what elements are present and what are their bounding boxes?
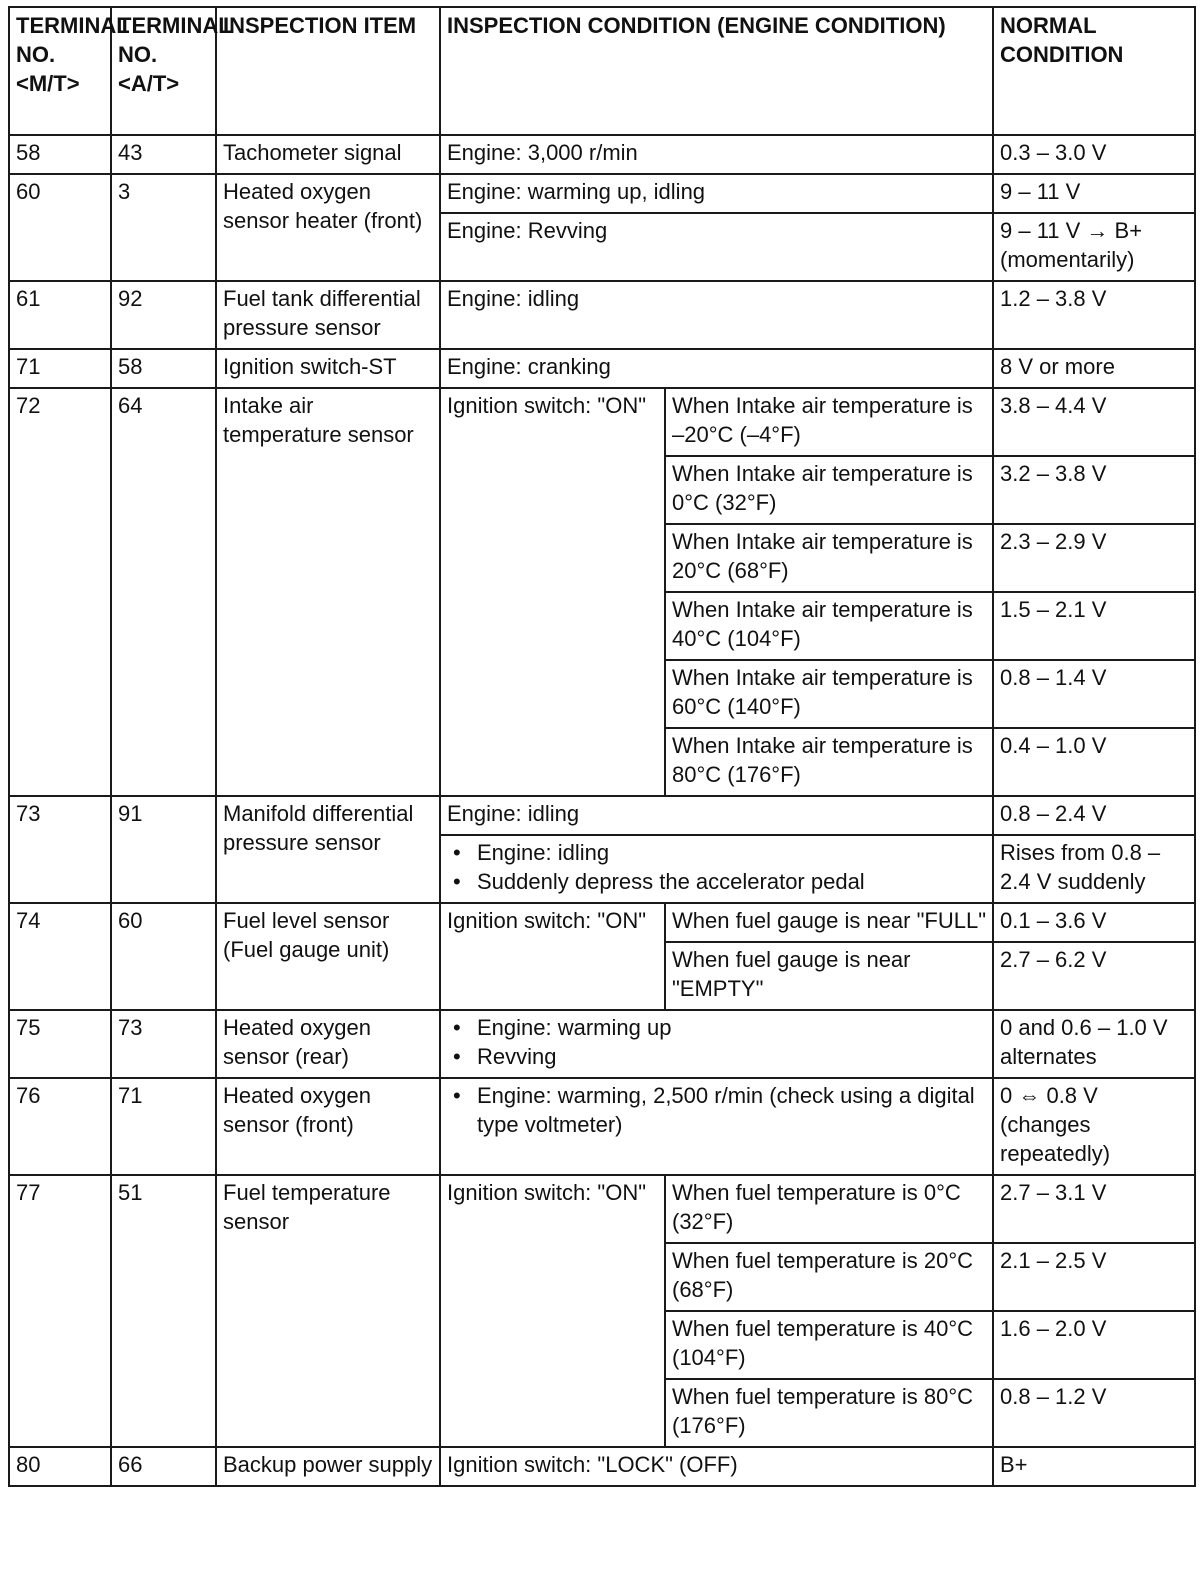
sub-condition: When Intake air temperature is 0°C (32°F) <box>665 456 993 524</box>
inspection-condition: Engine: 3,000 r/min <box>440 135 993 174</box>
sub-condition: When Intake air temperature is –20°C (–4°F) <box>665 388 993 456</box>
terminal-mt: 80 <box>9 1447 111 1486</box>
header-terminal-at: TERMINAL NO. <A/T> <box>111 7 216 135</box>
table-row <box>9 135 1195 174</box>
inspection-item: Backup power supply <box>216 1447 440 1486</box>
terminal-at: 51 <box>111 1175 216 1447</box>
normal-condition: 1.5 – 2.1 V <box>993 592 1195 660</box>
table-row <box>9 1175 1195 1243</box>
inspection-condition: Engine: idling <box>440 796 993 835</box>
terminal-at: 92 <box>111 281 216 349</box>
sub-condition: When fuel temperature is 40°C (104°F) <box>665 1311 993 1379</box>
list-item: • Suddenly depress the accelerator pedal <box>477 867 986 896</box>
sub-condition: When fuel gauge is near "EMPTY" <box>665 942 993 1010</box>
header-row <box>9 7 1195 135</box>
terminal-mt: 73 <box>9 796 111 903</box>
normal-condition: 1.6 – 2.0 V <box>993 1311 1195 1379</box>
condition-list <box>447 1013 986 1071</box>
terminal-at: 60 <box>111 903 216 1010</box>
inspection-table <box>8 6 1196 1487</box>
terminal-mt: 61 <box>9 281 111 349</box>
sub-condition: When Intake air temperature is 60°C (140°F) <box>665 660 993 728</box>
normal-condition: 0 and 0.6 – 1.0 V alternates <box>993 1010 1195 1078</box>
normal-condition: 0 ⇔ 0.8 V (changes repeatedly) <box>993 1078 1195 1175</box>
inspection-item: Heated oxygen sensor heater (front) <box>216 174 440 281</box>
terminal-mt: 60 <box>9 174 111 281</box>
terminal-mt: 72 <box>9 388 111 796</box>
terminal-mt: 74 <box>9 903 111 1010</box>
terminal-mt: 76 <box>9 1078 111 1175</box>
normal-condition: 3.2 – 3.8 V <box>993 456 1195 524</box>
normal-condition: 0.3 – 3.0 V <box>993 135 1195 174</box>
terminal-at: 3 <box>111 174 216 281</box>
table-row <box>9 349 1195 388</box>
inspection-item: Intake air temperature sensor <box>216 388 440 796</box>
normal-condition: 0.8 – 1.4 V <box>993 660 1195 728</box>
terminal-mt: 75 <box>9 1010 111 1078</box>
list-item: • Revving <box>477 1042 986 1071</box>
terminal-at: 91 <box>111 796 216 903</box>
inspection-item: Heated oxygen sensor (front) <box>216 1078 440 1175</box>
sub-condition: When fuel temperature is 20°C (68°F) <box>665 1243 993 1311</box>
normal-condition: 8 V or more <box>993 349 1195 388</box>
table-row <box>9 174 1195 213</box>
table-row <box>9 796 1195 835</box>
terminal-mt: 58 <box>9 135 111 174</box>
table-row <box>9 281 1195 349</box>
terminal-mt: 71 <box>9 349 111 388</box>
terminal-at: 58 <box>111 349 216 388</box>
inspection-condition: Engine: cranking <box>440 349 993 388</box>
header-terminal-mt: TERMINAL NO. <M/T> <box>9 7 111 135</box>
sub-condition: When fuel temperature is 80°C (176°F) <box>665 1379 993 1447</box>
normal-condition: 3.8 – 4.4 V <box>993 388 1195 456</box>
inspection-item: Fuel tank differential pressure sensor <box>216 281 440 349</box>
terminal-at: 71 <box>111 1078 216 1175</box>
header-normal-condition: NORMAL CONDITION <box>993 7 1195 135</box>
table-row <box>9 1447 1195 1486</box>
table-row <box>9 388 1195 456</box>
condition-list <box>447 838 986 896</box>
normal-condition: 2.1 – 2.5 V <box>993 1243 1195 1311</box>
normal-condition: B+ <box>993 1447 1195 1486</box>
normal-condition: 2.7 – 6.2 V <box>993 942 1195 1010</box>
inspection-item: Tachometer signal <box>216 135 440 174</box>
sub-condition: When Intake air temperature is 80°C (176°F) <box>665 728 993 796</box>
normal-condition: 0.4 – 1.0 V <box>993 728 1195 796</box>
inspection-item: Ignition switch-ST <box>216 349 440 388</box>
inspection-condition <box>440 1078 993 1175</box>
sub-condition: When fuel gauge is near "FULL" <box>665 903 993 942</box>
table-row <box>9 1010 1195 1078</box>
inspection-condition: Ignition switch: "ON" <box>440 388 665 796</box>
inspection-item: Fuel level sensor (Fuel gauge unit) <box>216 903 440 1010</box>
normal-condition: 9 – 11 V <box>993 174 1195 213</box>
header-inspection-item: INSPECTION ITEM <box>216 7 440 135</box>
inspection-condition <box>440 1010 993 1078</box>
condition-list <box>447 1081 986 1139</box>
normal-condition: 0.8 – 2.4 V <box>993 796 1195 835</box>
table-row <box>9 1078 1195 1175</box>
terminal-at: 73 <box>111 1010 216 1078</box>
terminal-at: 43 <box>111 135 216 174</box>
inspection-condition: Ignition switch: "ON" <box>440 1175 665 1447</box>
list-item: • Engine: warming up <box>477 1013 986 1042</box>
terminal-at: 66 <box>111 1447 216 1486</box>
inspection-condition: Engine: idling <box>440 281 993 349</box>
table-row <box>9 903 1195 942</box>
inspection-condition <box>440 835 993 903</box>
list-item: • Engine: warming, 2,500 r/min (check using a digital type voltmeter) <box>477 1081 986 1139</box>
inspection-item: Fuel temperature sensor <box>216 1175 440 1447</box>
inspection-condition: Ignition switch: "LOCK" (OFF) <box>440 1447 993 1486</box>
terminal-at: 64 <box>111 388 216 796</box>
inspection-item: Manifold differential pressure sensor <box>216 796 440 903</box>
list-item: • Engine: idling <box>477 838 986 867</box>
header-inspection-condition: INSPECTION CONDITION (ENGINE CONDITION) <box>440 7 993 135</box>
sub-condition: When Intake air temperature is 20°C (68°F) <box>665 524 993 592</box>
normal-condition: 0.1 – 3.6 V <box>993 903 1195 942</box>
terminal-mt: 77 <box>9 1175 111 1447</box>
inspection-condition: Engine: warming up, idling <box>440 174 993 213</box>
normal-condition: Rises from 0.8 – 2.4 V suddenly <box>993 835 1195 903</box>
inspection-item: Heated oxygen sensor (rear) <box>216 1010 440 1078</box>
inspection-condition: Engine: Revving <box>440 213 993 281</box>
normal-condition: 2.3 – 2.9 V <box>993 524 1195 592</box>
normal-condition: 1.2 – 3.8 V <box>993 281 1195 349</box>
normal-condition: 0.8 – 1.2 V <box>993 1379 1195 1447</box>
inspection-condition: Ignition switch: "ON" <box>440 903 665 1010</box>
normal-condition: 9 – 11 V → B+ (momentarily) <box>993 213 1195 281</box>
sub-condition: When fuel temperature is 0°C (32°F) <box>665 1175 993 1243</box>
sub-condition: When Intake air temperature is 40°C (104°F) <box>665 592 993 660</box>
normal-condition: 2.7 – 3.1 V <box>993 1175 1195 1243</box>
